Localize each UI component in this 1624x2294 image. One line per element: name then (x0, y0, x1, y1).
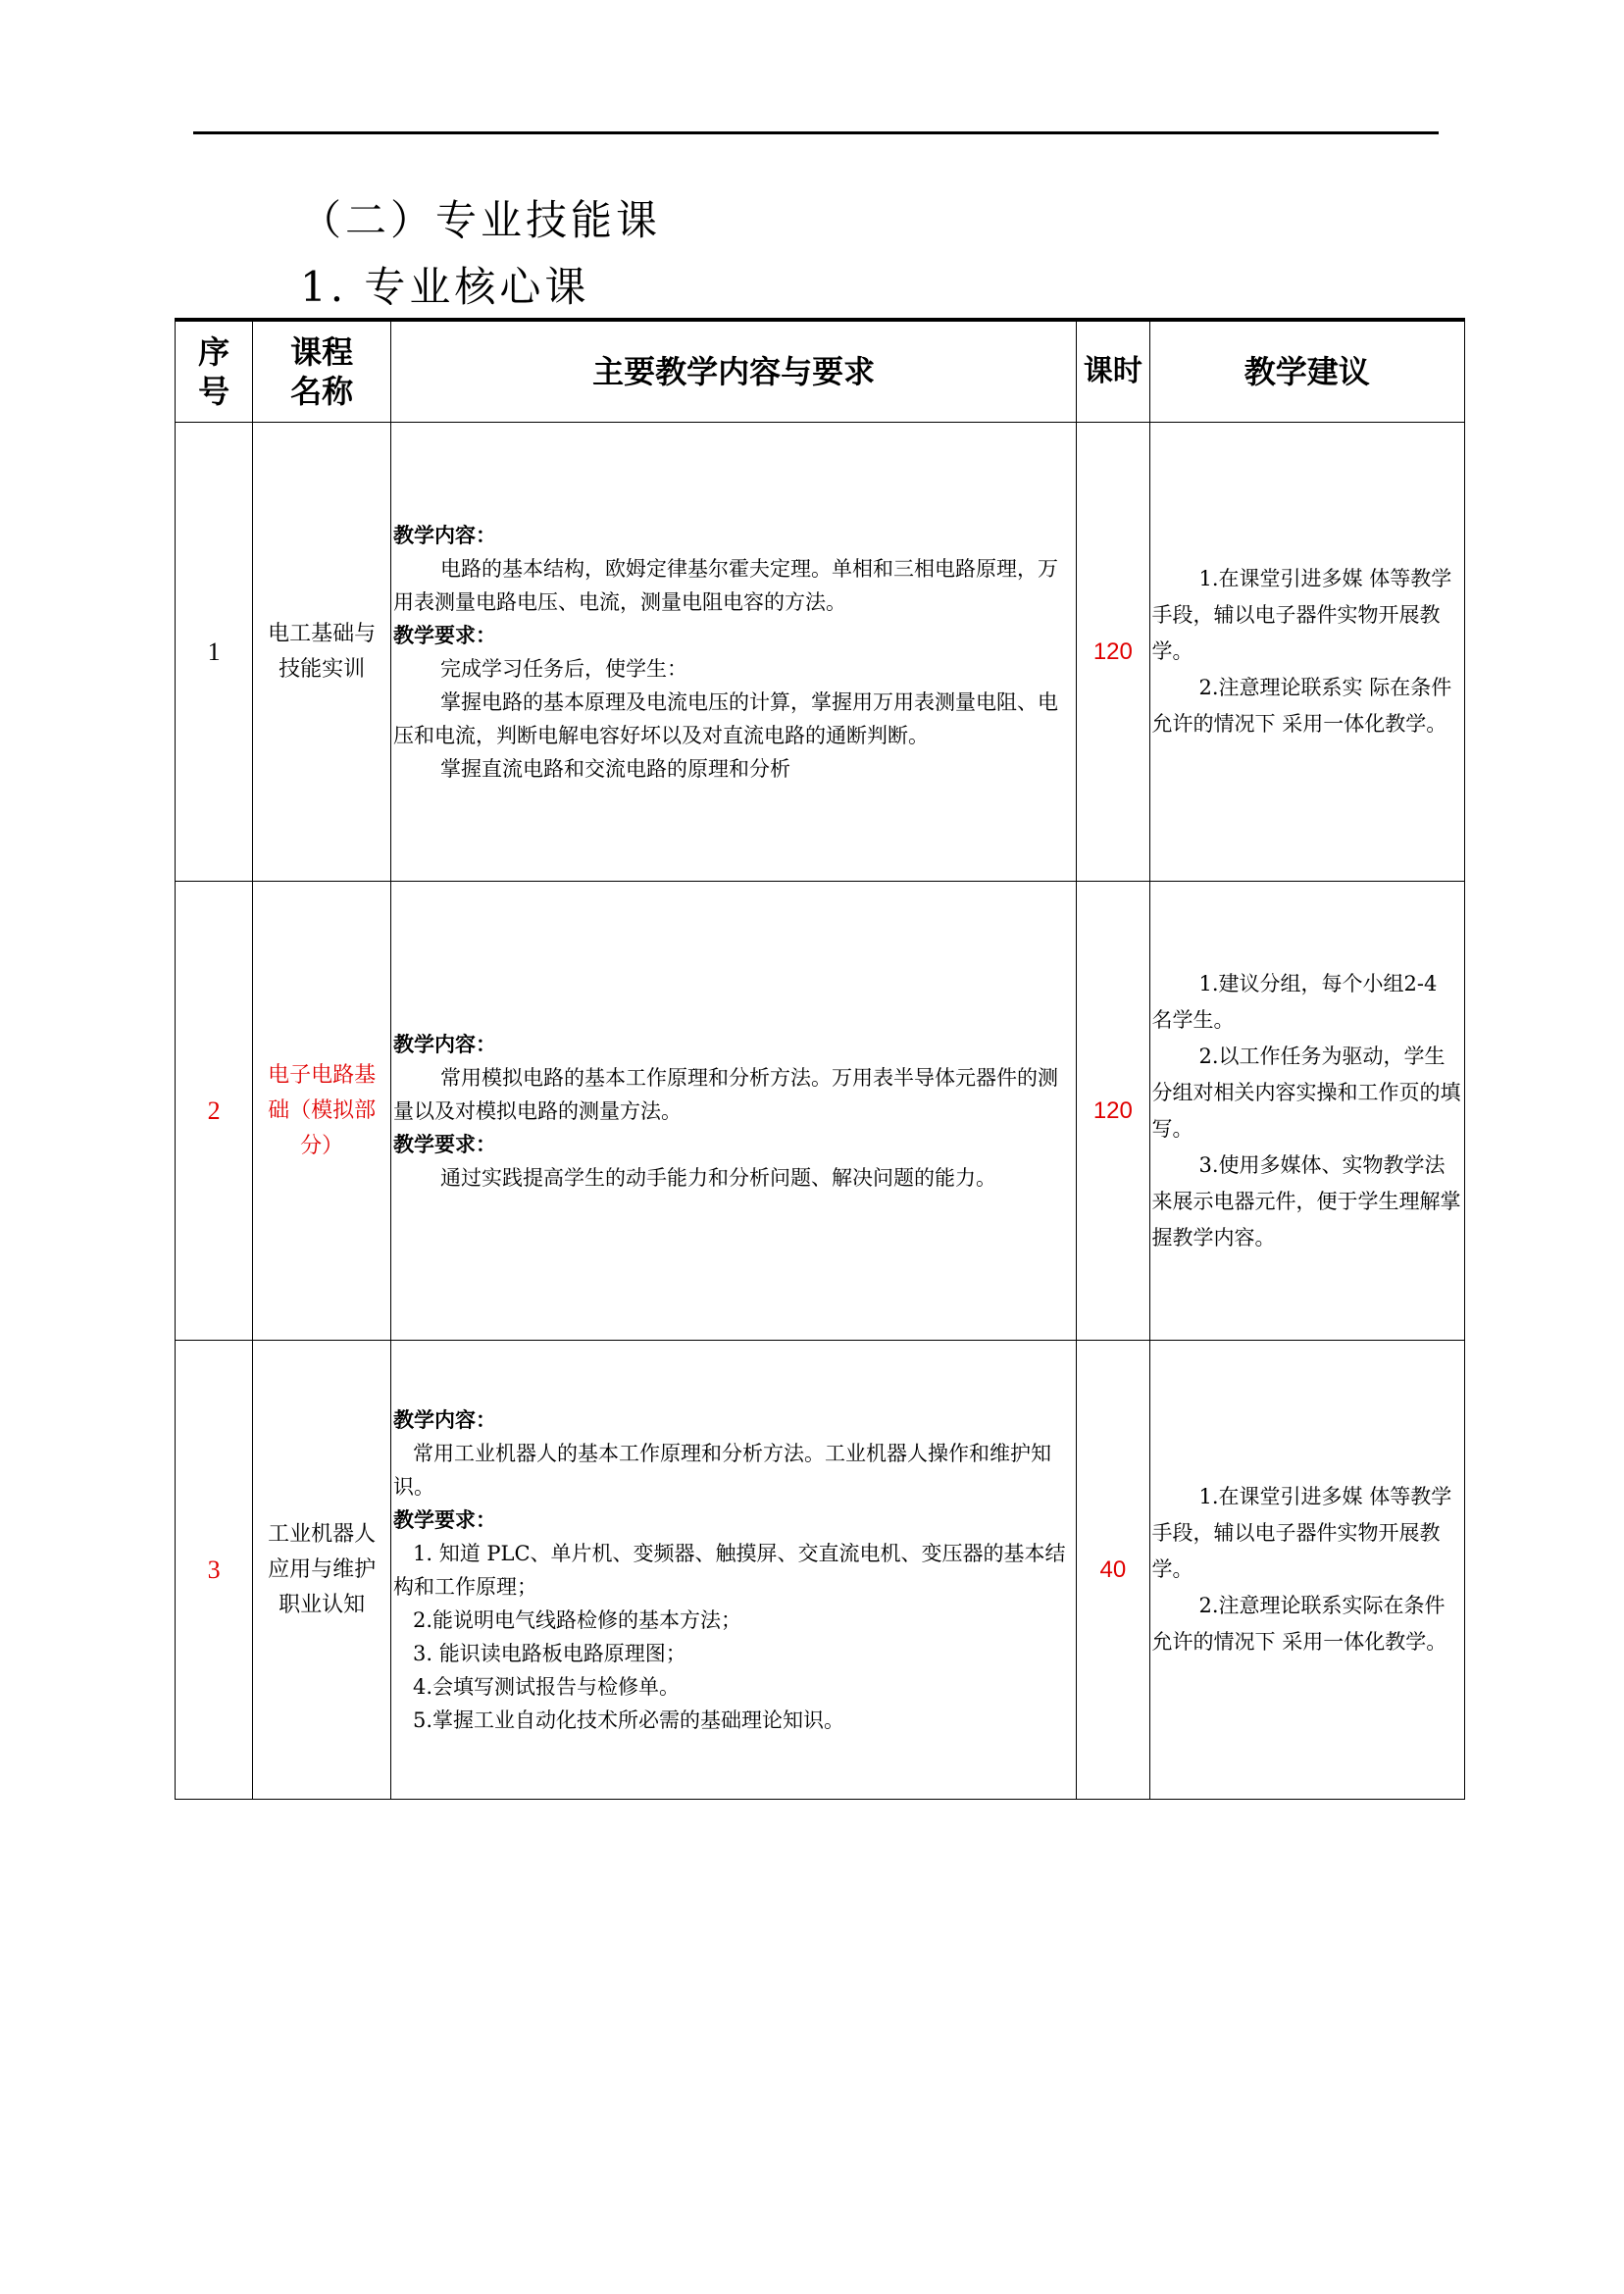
row-num: 1 (176, 423, 253, 882)
course-hours: 40 (1077, 1341, 1149, 1800)
header-num-line: 序 (198, 333, 230, 371)
requirement-paragraph: 5.掌握工业自动化技术所必需的基础理论知识。 (413, 1708, 845, 1732)
course-name (253, 882, 391, 1341)
course-name-line: 分） (300, 1133, 344, 1158)
advice-item: 2.注意理论联系实际在条件允许的情况下 采用一体化教学。 (1151, 1594, 1447, 1654)
content-label: 教学内容： (393, 523, 496, 547)
course-content (391, 423, 1077, 882)
header-content: 主要教学内容与要求 (391, 320, 1077, 423)
advice-item: 3.使用多媒体、实物教学法来展示电器元件，便于学生理解掌握教学内容。 (1151, 1152, 1461, 1249)
course-name-line: 职业认知 (279, 1592, 366, 1617)
table-row (176, 423, 1465, 882)
requirement-paragraph: 掌握直流电路和交流电路的原理和分析 (440, 756, 790, 781)
course-content (391, 1341, 1077, 1800)
header-hours: 课时 (1077, 320, 1149, 423)
top-rule (193, 131, 1439, 134)
header-name-line: 课程 (290, 333, 354, 371)
course-hours: 120 (1077, 882, 1149, 1341)
requirement-paragraph: 通过实践提高学生的动手能力和分析问题、解决问题的能力。 (440, 1165, 996, 1190)
content-paragraph: 常用模拟电路的基本工作原理和分析方法。万用表半导体元器件的测量以及对模拟电路的测量方法。 (393, 1065, 1058, 1123)
advice-item: 1.在课堂引进多媒 体等教学手段，辅以电子器件实物开展教学。 (1151, 1485, 1452, 1581)
requirement-paragraph: 1. 知道 PLC、单片机、变频器、触摸屏、交直流电机、变压器的基本结构和工作原理； (393, 1541, 1066, 1599)
row-num: 2 (176, 882, 253, 1341)
table-row (176, 1341, 1465, 1800)
course-content (391, 882, 1077, 1341)
course-name (253, 423, 391, 882)
teaching-advice (1149, 882, 1464, 1341)
content-paragraph: 电路的基本结构，欧姆定律基尔霍夫定理。单相和三相电路原理，万用表测量电路电压、电流，测量电阻电容的方法。 (393, 556, 1058, 614)
advice-item: 2.以工作任务为驱动，学生分组对相关内容实操和工作页的填写。 (1151, 1044, 1461, 1141)
teaching-advice (1149, 1341, 1464, 1800)
table-row (176, 882, 1465, 1341)
requirement-paragraph: 3. 能识读电路板电路原理图； (413, 1641, 686, 1665)
content-label: 教学内容： (393, 1407, 496, 1432)
header-name-line: 名称 (290, 373, 354, 410)
advice-item: 1.在课堂引进多媒 体等教学手段，辅以电子器件实物开展教学。 (1151, 567, 1452, 663)
requirement-paragraph: 完成学习任务后，使学生： (440, 656, 687, 681)
course-name-line: 应用与维护 (268, 1556, 377, 1582)
requirement-paragraph: 掌握电路的基本原理及电流电压的计算，掌握用万用表测量电阻、电压和电流，判断电解电容好坏以及对直流电路的通断判断。 (393, 689, 1058, 747)
row-num: 3 (176, 1341, 253, 1800)
content-label: 教学内容： (393, 1032, 496, 1056)
course-name-line: 技能实训 (279, 656, 366, 682)
course-name-line: 础（模拟部 (268, 1097, 377, 1123)
requirement-label: 教学要求： (393, 1132, 496, 1156)
header-name (253, 320, 391, 423)
header-advice: 教学建议 (1149, 320, 1464, 423)
subsection-heading: 1. 专业核心课 (300, 263, 590, 311)
course-name (253, 1341, 391, 1800)
teaching-advice (1149, 423, 1464, 882)
requirement-paragraph: 2.能说明电气线路检修的基本方法； (413, 1607, 742, 1632)
section-heading: （二）专业技能课 (300, 196, 662, 244)
advice-item: 1.建议分组，每个小组2-4 名学生。 (1151, 971, 1438, 1032)
requirement-label: 教学要求： (393, 1507, 496, 1532)
header-num-line: 号 (198, 373, 230, 410)
table-header-row (176, 320, 1465, 423)
content-paragraph: 常用工业机器人的基本工作原理和分析方法。工业机器人操作和维护知识。 (393, 1441, 1051, 1499)
header-num (176, 320, 253, 423)
requirement-paragraph: 4.会填写测试报告与检修单。 (413, 1674, 681, 1699)
requirement-label: 教学要求： (393, 623, 496, 647)
advice-item: 2.注意理论联系实 际在条件允许的情况下 采用一体化教学。 (1151, 676, 1452, 736)
course-name-line: 电工基础与 (268, 621, 377, 646)
course-name-line: 工业机器人 (268, 1521, 377, 1547)
course-hours: 120 (1077, 423, 1149, 882)
course-name-line: 电子电路基 (268, 1062, 377, 1088)
course-table (175, 318, 1465, 1800)
